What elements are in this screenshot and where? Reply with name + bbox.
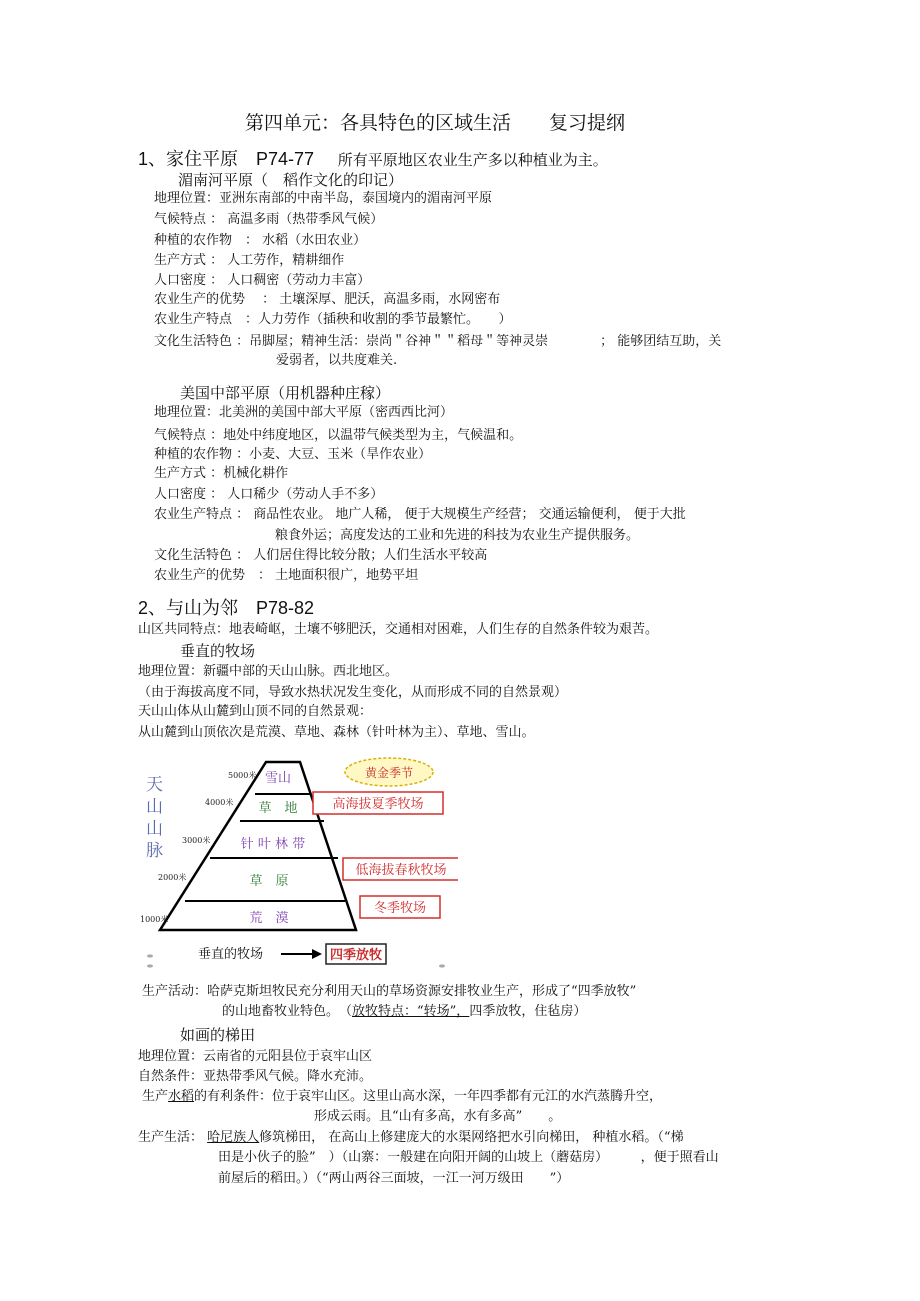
pasture-subheading: 垂直的牧场 — [180, 642, 256, 660]
altitude-label: 1000米 — [140, 915, 169, 924]
zone-desert: 荒 漠 — [249, 911, 289, 926]
usa-line: 种植的农作物 ：小麦、大豆、玉米（旱作农业） — [154, 447, 432, 462]
decor-dot — [147, 954, 153, 957]
mekong-line: 文化生活特色 ：吊脚屋；精神生活：崇尚＂谷神＂＂稻母＂等神灵崇 ； 能够团结互助，关 — [154, 334, 722, 349]
terrace-cond-text: 生产 — [142, 1089, 169, 1104]
decor-dot — [439, 964, 445, 967]
rice-underlined: 水稻 — [168, 1089, 195, 1104]
altitude-label: 5000米 — [228, 771, 257, 780]
usa-line: 气候特点 ：地处中纬度地区，以温带气候类型为主，气候温和。 — [154, 428, 523, 443]
mekong-subheading: 湄南河平原（ 稻作文化的印记） — [178, 171, 404, 189]
summer-pasture-label: 高海拔夏季牧场 — [332, 797, 424, 812]
hani-underlined: 哈尼族人 — [207, 1130, 260, 1145]
zone-snow: 雪山 — [264, 771, 292, 786]
mekong-line: 农业生产的优势 ： 土壤深厚、肥沃，高温多雨，水网密布 — [154, 292, 501, 307]
mekong-line: 生产方式 ： 人工劳作，精耕细作 — [154, 253, 345, 268]
usa-line: 地理位置：北美洲的美国中部大平原（密西西比河） — [154, 405, 454, 420]
terrace-life-text: 修筑梯田， 在高山上修建庞大的水渠网络把水引向梯田， 种植水稻。（“梯 — [259, 1130, 684, 1145]
winter-pasture-label: 冬季牧场 — [373, 901, 427, 916]
pasture-line: 地理位置：新疆中部的天山山脉。西北地区。 — [138, 664, 399, 679]
usa-line: 粮食外运；高度发达的工业和先进的科技为农业生产提供服务。 — [275, 528, 640, 543]
mekong-line: 人口密度 ： 人口稠密（劳动力丰富） — [154, 273, 371, 288]
pasture-activity-text: 的山地畜牧业特色。 （ — [222, 1004, 353, 1019]
altitude-label: 3000米 — [182, 836, 211, 845]
terrace-natural: 自然条件：亚热带季风气候。降水充沛。 — [138, 1069, 373, 1084]
zone-meadow: 草 地 — [258, 801, 298, 816]
terrace-life-cont: 田是小伙子的脸” ）（山寨：一般建在向阳开阔的山坡上（蘑菇房） ，便于照看山 — [218, 1150, 719, 1165]
altitude-label: 2000米 — [158, 873, 187, 882]
mekong-line: 气候特点 ： 高温多雨（热带季风气候） — [154, 212, 384, 227]
mekong-line: 爱弱者，以共度难关. — [276, 353, 398, 368]
grazing-feature: 放牧特点：“转场”， — [352, 1004, 470, 1019]
mekong-line: 种植的农作物 ： 水稻（水田农业） — [154, 233, 367, 248]
section-1-title: 1、家住平原 P74-77 — [138, 149, 315, 169]
side-char: 山 — [146, 797, 163, 817]
terrace-life-cont: 前屋后的稻田。）（“两山两谷三面坡，一江一河万级田 ”） — [218, 1171, 570, 1186]
altitude-label: 4000米 — [205, 798, 234, 807]
usa-line: 文化生活特色 ： 人们居住得比较分散；人们生活水平较高 — [154, 548, 488, 563]
tianshan-label — [146, 775, 163, 861]
four-seasons-label: 四季放牧 — [329, 948, 383, 963]
mekong-line: 地理位置：亚洲东南部的中南半岛，泰国境内的湄南河平原 — [154, 191, 493, 206]
arrow-right-icon — [312, 949, 322, 959]
terrace-conditions-cont: 形成云雨。且“山有多高，水有多高” 。 — [314, 1109, 562, 1124]
usa-line: 人口密度 ： 人口稀少（劳动人手不多） — [154, 487, 384, 502]
usa-subheading: 美国中部平原（用机器种庄稼） — [180, 384, 391, 402]
vertical-pasture-diagram — [138, 752, 458, 977]
terrace-subheading: 如画的梯田 — [180, 1026, 256, 1044]
pasture-activity-cont — [222, 1004, 586, 1020]
side-char: 天 — [146, 775, 163, 795]
golden-season-label: 黄金季节 — [364, 766, 414, 780]
pasture-activity-text: 四季放牧，住毡房） — [469, 1004, 587, 1019]
terrace-life — [138, 1130, 684, 1146]
mekong-line: 农业生产特点 ：人力劳作（插秧和收割的季节最繁忙。 ） — [154, 312, 512, 327]
vertical-pasture-caption: 垂直的牧场 — [198, 947, 264, 962]
decor-dot — [147, 964, 153, 967]
section-1-note: 所有平原地区农业生产多以种植业为主。 — [337, 151, 608, 169]
terrace-life-text: 生产生活： — [138, 1130, 208, 1145]
pasture-line: 从山麓到山顶依次是荒漠、草地、森林（针叶林为主）、草地、雪山。 — [138, 725, 535, 740]
pasture-line: （由于海拔高度不同，导致水热状况发生变化，从而形成不同的自然景观） — [138, 685, 568, 700]
usa-line: 农业生产的优势 ： 土地面积很广，地势平坦 — [154, 568, 419, 583]
terrace-cond-text: 的有利条件：位于哀牢山区。这里山高水深，一年四季都有元江的水汽蒸腾升空， — [194, 1089, 663, 1104]
pasture-line: 天山山体从山麓到山顶不同的自然景观： — [138, 704, 373, 719]
usa-line: 农业生产特点 ： 商品性农业。 地广人稀， 便于大规模生产经营； 交通运输便利， 便于大批 — [154, 507, 686, 522]
side-char: 脉 — [146, 841, 163, 861]
spring-autumn-pasture-label: 低海拔春秋牧场 — [355, 863, 447, 878]
pasture-activity: 生产活动：哈萨克斯坦牧民充分利用天山的草场资源安排牧业生产，形成了“四季放牧” — [142, 984, 637, 999]
usa-line: 生产方式 ：机械化耕作 — [154, 466, 289, 481]
section-2-heading: 2、与山为邻 P78-82 — [138, 598, 315, 618]
mountain-common-traits: 山区共同特点：地表崎岖，土壤不够肥沃，交通相对困难，人们生存的自然条件较为艰苦。 — [138, 622, 659, 637]
terrace-conditions — [142, 1089, 662, 1105]
page-title: 第四单元：各具特色的区域生活 复习提纲 — [245, 112, 626, 134]
zone-conifer: 针 叶 林 带 — [240, 837, 306, 852]
zone-grassland: 草 原 — [249, 874, 289, 889]
side-char: 山 — [146, 819, 163, 839]
terrace-location: 地理位置：云南省的元阳县位于哀牢山区 — [138, 1049, 373, 1064]
section-1-heading — [138, 148, 608, 171]
